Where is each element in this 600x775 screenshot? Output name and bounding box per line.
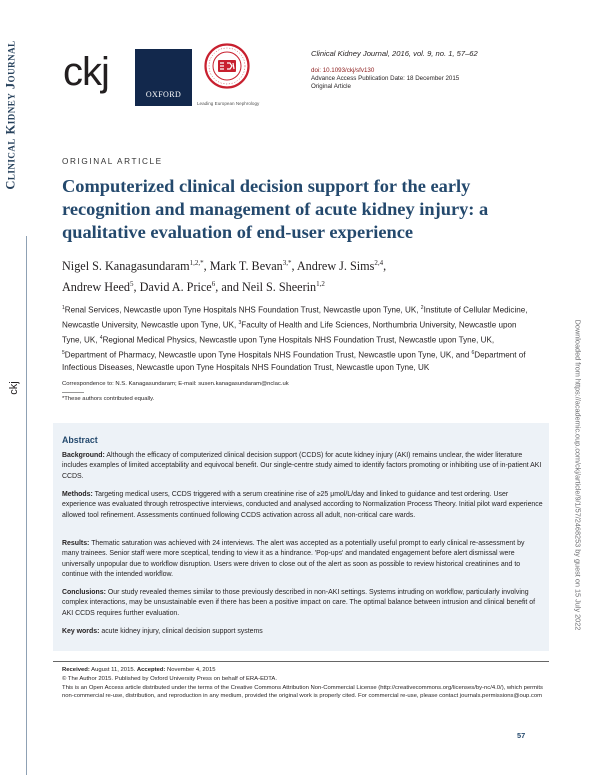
author-name: Mark T. Bevan [209, 259, 283, 274]
citation-block [311, 49, 561, 90]
era-caption: Leading European Nephrology [197, 101, 260, 106]
abstract-methods: Methods: Targeting medical users, CCDS triggered with a serum creatinine rise of ≥25 μmol/L/day and linked to guidance and test ordering. User experience was evaluated through retrospective interviews, conducted and analysed according to Normalization Process Theory. Initial pilot ward experience allowed tool refinement. Assessments continued following CCDS activation across all adult, non-critical care wards. [62, 491, 543, 519]
article-title: Computerized clinical decision support for the early recognition and management of acute kidney injury: a qualitative evaluation of end-user experience [62, 176, 489, 242]
left-margin-rule [26, 236, 27, 775]
journal-vertical-text: Clinical Kidney Journal [3, 40, 18, 190]
download-note-text: Downloaded from https://academic.oup.com/ckj/article/9/1/57/2468253 by guest on 15 July 2022 [573, 319, 583, 631]
download-note [568, 215, 588, 735]
equal-contribution-note: *These authors contributed equally. [62, 396, 155, 402]
footer-rule [53, 661, 549, 662]
author-name: David A. Price [139, 280, 212, 295]
page-number: 57 [517, 731, 526, 740]
footer-notes [62, 666, 548, 701]
abstract-results: Results: Thematic saturation was achieved with 24 interviews. The alert was accepted as a potentially useful prompt to early clinical re-assessment by many trainees. Senior staff were more sceptical, tending to view it as a hindrance. 'Pop-ups' and mandated engagement before alert dismissal were universally unpopular due to workflow disruption. Users were driven to close out of the alert as soon as possible to review historical creatinines and to continue with the intended workflow. [62, 540, 525, 579]
author-name: Andrew Heed [62, 280, 131, 295]
received-accepted: Received: August 11, 2015. Accepted: November 4, 2015 [62, 667, 216, 673]
author-name: Andrew J. Sims [296, 259, 375, 274]
article-type: Original Article [311, 83, 351, 90]
footnote-rule [62, 392, 84, 393]
side-ckj-logo: ckj [8, 381, 20, 395]
ckj-logo: ckj [63, 50, 109, 94]
citation-journal: Clinical Kidney Journal, 2016, vol. 9, no. 1, 57–62 [311, 49, 478, 58]
author-list: Nigel S. Kanagasundaram$^{1,2,*}$, Mark T. Bevan$^{3,*}$, Andrew J. Sims$^{2,4}$, Andrew Heed$^5$, David A. Price$^6$, and Neil S. Sheerin$^{1,2}$ [62, 259, 387, 295]
copyright: © The Author 2015. Published by Oxford University Press on behalf of ERA-EDTA. [62, 675, 277, 682]
oxford-logo-text: OXFORD [145, 90, 182, 99]
correspondence: Correspondence to: N.S. Kanagasundaram; E-mail: susen.kanagasundaram@nclac.uk [62, 381, 289, 387]
era-edta-seal [204, 43, 250, 89]
oxford-logo [135, 49, 192, 106]
abstract-conclusions: Conclusions: Our study revealed themes similar to those previously described in non-AKI settings. Systems intruding on workflow, particularly involving complex interactions, may be unsustainable even if there has been a positive impact on care. The optimal balance between intrusion and clinical benefit of AKI CCDS requires further evaluation. [62, 589, 536, 617]
abstract-background: Background: Although the efficacy of computerized clinical decision support (CCDS) for acute kidney injury (AKI) remains unclear, the wider literature includes examples of limited acceptability and equivocal benefit. Our single-centre study aimed to identify factors promoting or inhibiting use of in-patient AKI CCDS. [62, 452, 542, 480]
abstract-keywords: Key words: acute kidney injury, clinical decision support systems [62, 628, 263, 635]
advance-access-date: Advance Access Publication Date: 18 December 2015 [311, 75, 460, 82]
abstract-heading: Abstract [62, 435, 98, 445]
doi-link[interactable]: doi: 10.1093/ckj/sfv130 [311, 67, 375, 74]
affiliations: $^1$Renal Services, Newcastle upon Tyne Hospitals NHS Foundation Trust, Newcastle upon Tyne, UK, $^2$Institute of Cellular Medicine, Newcastle University, Newcastle upon Tyne, UK, $^3$Faculty of Health and Life Sciences, Northumbria University, Newcastle upon Tyne, UK, $^4$Regional Medical Physics, Newcastle upon Tyne Hospitals NHS Foundation Trust, Newcastle upon Tyne, UK, $^5$Department of Pharmacy, Newcastle upon Tyne Hospitals NHS Foundation Trust, Newcastle upon Tyne, UK, and $^6$Department of Infectious Diseases, Newcastle upon Tyne Hospitals NHS Foundation Trust, Newcastle upon Tyne, UK [62, 305, 528, 372]
journal-vertical-title [0, 0, 26, 230]
section-label: ORIGINAL ARTICLE [62, 157, 163, 166]
author-name: Nigel S. Kanagasundaram [62, 259, 190, 274]
author-name: Neil S. Sheerin [241, 280, 317, 295]
license: This is an Open Access article distributed under the terms of the Creative Commons Attribution Non-Commercial License (http://creativecommons.org/licenses/by-nc/4.0/), which permits non-commercial re-use, distribution, and reproduction in any medium, provided the original work is properly cited. For commercial re-use, please contact journals.permissions@oup.com [62, 684, 543, 700]
